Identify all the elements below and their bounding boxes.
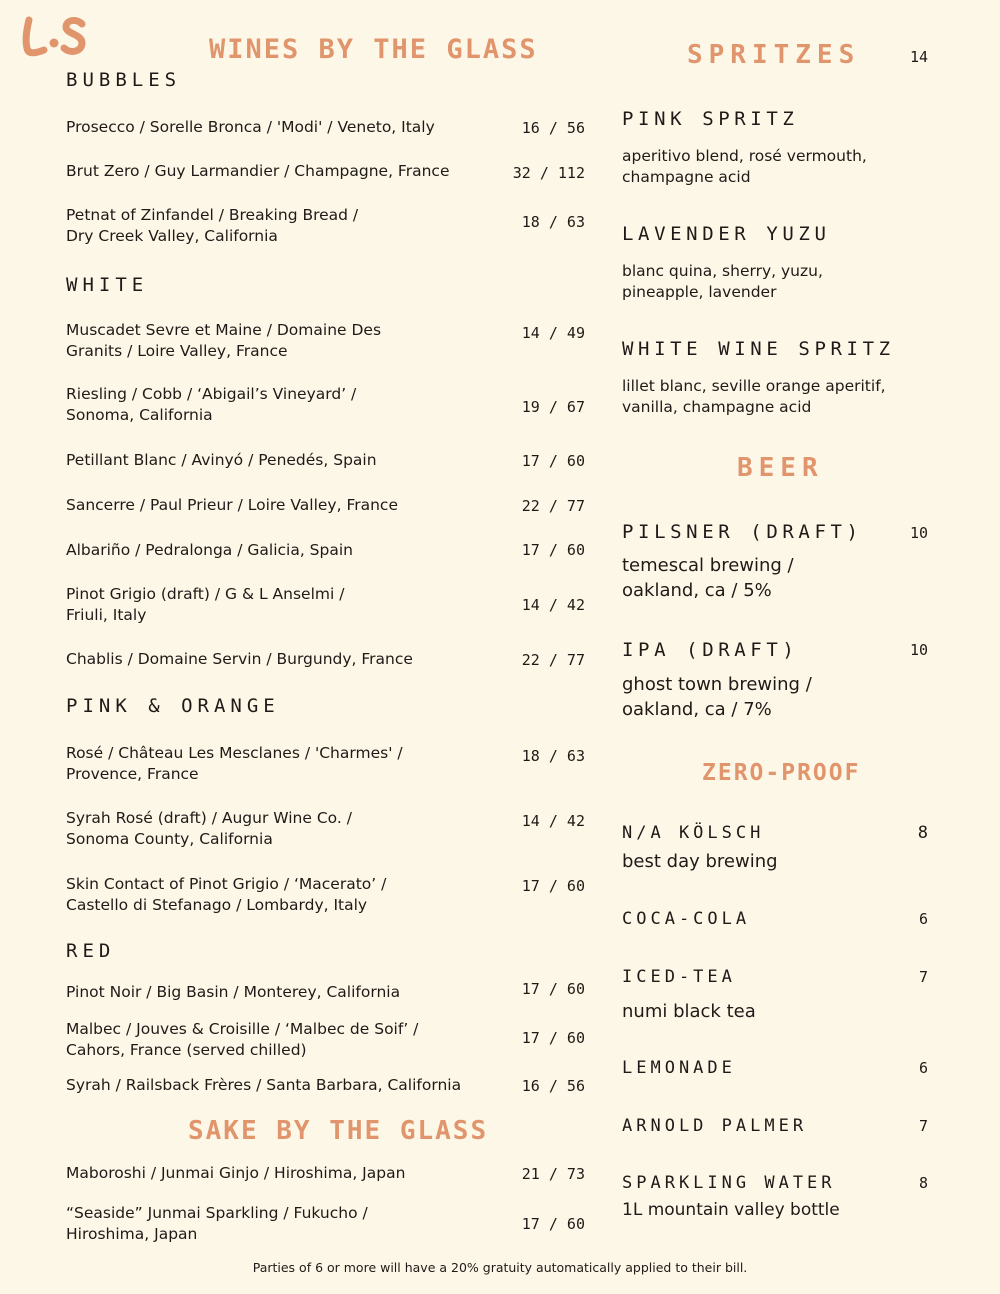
wine-item-name: Syrah Rosé (draft) / Augur Wine Co. / Sonoma County, California — [66, 809, 352, 848]
wine-item-name: Sancerre / Paul Prieur / Loire Valley, France — [66, 496, 398, 514]
zero-proof-item-price: 7 — [918, 968, 928, 986]
zero-proof-item-name: COCA-COLA — [622, 909, 751, 929]
zero-proof-item-price: 8 — [917, 823, 928, 843]
zero-proof-item-price: 6 — [918, 1059, 928, 1077]
wine-item-name: Rosé / Château Les Mesclanes / 'Charmes' / Provence, France — [66, 744, 403, 783]
zero-proof-item-name: LEMONADE — [622, 1058, 736, 1078]
wine-item-name: Skin Contact of Pinot Grigio / ‘Macerato’ / Castello di Stefanago / Lombardy, Italy — [66, 875, 387, 914]
section-heading-white: WHITE — [66, 274, 149, 296]
wine-item-price: 17 / 60 — [521, 1029, 585, 1047]
wine-item-price: 22 / 77 — [521, 651, 585, 669]
spritz-name: PINK SPRITZ — [622, 108, 799, 130]
wine-item-price: 16 / 56 — [521, 119, 585, 137]
zero-proof-item-price: 8 — [918, 1174, 928, 1192]
wine-item-price: 19 / 67 — [521, 398, 585, 416]
wine-item-price: 14 / 49 — [521, 324, 585, 342]
wine-item-name: Brut Zero / Guy Larmandier / Champagne, France — [66, 162, 450, 180]
zero-proof-item-name: ICED-TEA — [622, 967, 736, 987]
wine-item-price: 32 / 112 — [512, 164, 585, 182]
zero-proof-title: ZERO-PROOF — [702, 760, 861, 786]
wine-item-name: Riesling / Cobb / ‘Abigail’s Vineyard’ / Sonoma, California — [66, 385, 357, 424]
wine-item-price: 18 / 63 — [521, 213, 585, 231]
wine-item-name: Petnat of Zinfandel / Breaking Bread / Dry Creek Valley, California — [66, 206, 359, 245]
wine-item-price: 14 / 42 — [521, 812, 585, 830]
beer-price: 10 — [909, 524, 928, 542]
wines-by-the-glass-title: WINES BY THE GLASS — [209, 34, 538, 65]
wine-item-name: Petillant Blanc / Avinyó / Penedés, Spain — [66, 451, 377, 469]
spritz-description: blanc quina, sherry, yuzu, pineapple, lavender — [622, 262, 823, 301]
spritzes-price: 14 — [909, 48, 928, 66]
wine-item-name: Chablis / Domaine Servin / Burgundy, France — [66, 650, 413, 668]
wine-item-price: 17 / 60 — [521, 980, 585, 998]
wine-item-price: 17 / 60 — [521, 452, 585, 470]
beer-price: 10 — [909, 641, 928, 659]
spritz-description: lillet blanc, seville orange aperitif, vanilla, champagne acid — [622, 377, 886, 416]
wine-item-name: Muscadet Sevre et Maine / Domaine Des Granits / Loire Valley, France — [66, 321, 382, 360]
zero-proof-item-price: 7 — [918, 1117, 928, 1135]
section-heading-bubbles: BUBBLES — [66, 69, 182, 91]
beer-title: BEER — [737, 453, 824, 483]
wine-item-name: Malbec / Jouves & Croisille / ‘Malbec de Soif’ / Cahors, France (served chilled) — [66, 1020, 419, 1059]
sake-item-price: 21 / 73 — [521, 1165, 585, 1183]
wine-item-price: 14 / 42 — [521, 596, 585, 614]
wine-item-name: Prosecco / Sorelle Bronca / 'Modi' / Veneto, Italy — [66, 118, 435, 136]
wine-item-name: Pinot Noir / Big Basin / Monterey, California — [66, 983, 401, 1001]
sake-by-the-glass-title: SAKE BY THE GLASS — [188, 1116, 489, 1146]
zero-proof-item-description: 1L mountain valley bottle — [622, 1200, 840, 1220]
sake-item-price: 17 / 60 — [521, 1215, 585, 1233]
sake-item-name: Maboroshi / Junmai Ginjo / Hiroshima, Japan — [66, 1164, 406, 1182]
sake-item-name: “Seaside” Junmai Sparkling / Fukucho / Hiroshima, Japan — [66, 1204, 368, 1243]
beer-name: IPA (DRAFT) — [622, 639, 799, 661]
wine-item-price: 16 / 56 — [521, 1077, 585, 1095]
ls-logo — [20, 14, 92, 60]
zero-proof-item-name: N/A KÖLSCH — [622, 823, 765, 843]
spritzes-title: SPRITZES — [687, 40, 861, 70]
wine-item-name: Pinot Grigio (draft) / G & L Anselmi / Friuli, Italy — [66, 585, 345, 624]
zero-proof-item-name: SPARKLING WATER — [622, 1173, 836, 1193]
section-heading-pink-orange: PINK & ORANGE — [66, 695, 280, 717]
spritz-name: WHITE WINE SPRITZ — [622, 338, 895, 360]
beer-description: ghost town brewing / oakland, ca / 7% — [622, 674, 812, 720]
wine-item-name: Albariño / Pedralonga / Galicia, Spain — [66, 541, 353, 559]
section-heading-red: RED — [66, 940, 116, 962]
zero-proof-item-description: numi black tea — [622, 1001, 756, 1022]
zero-proof-item-name: ARNOLD PALMER — [622, 1116, 808, 1136]
wine-item-name: Syrah / Railsback Frères / Santa Barbara, California — [66, 1076, 462, 1094]
spritz-description: aperitivo blend, rosé vermouth, champagne acid — [622, 147, 867, 186]
wine-item-price: 17 / 60 — [521, 877, 585, 895]
wine-item-price: 18 / 63 — [521, 747, 585, 765]
zero-proof-item-description: best day brewing — [622, 851, 778, 872]
zero-proof-item-price: 6 — [918, 910, 928, 928]
wine-item-price: 22 / 77 — [521, 497, 585, 515]
spritz-name: LAVENDER YUZU — [622, 223, 831, 245]
wine-item-price: 17 / 60 — [521, 541, 585, 559]
beer-description: temescal brewing / oakland, ca / 5% — [622, 555, 794, 601]
beer-name: PILSNER (DRAFT) — [622, 521, 863, 543]
gratuity-note: Parties of 6 or more will have a 20% gratuity automatically applied to their bill. — [252, 1260, 748, 1275]
